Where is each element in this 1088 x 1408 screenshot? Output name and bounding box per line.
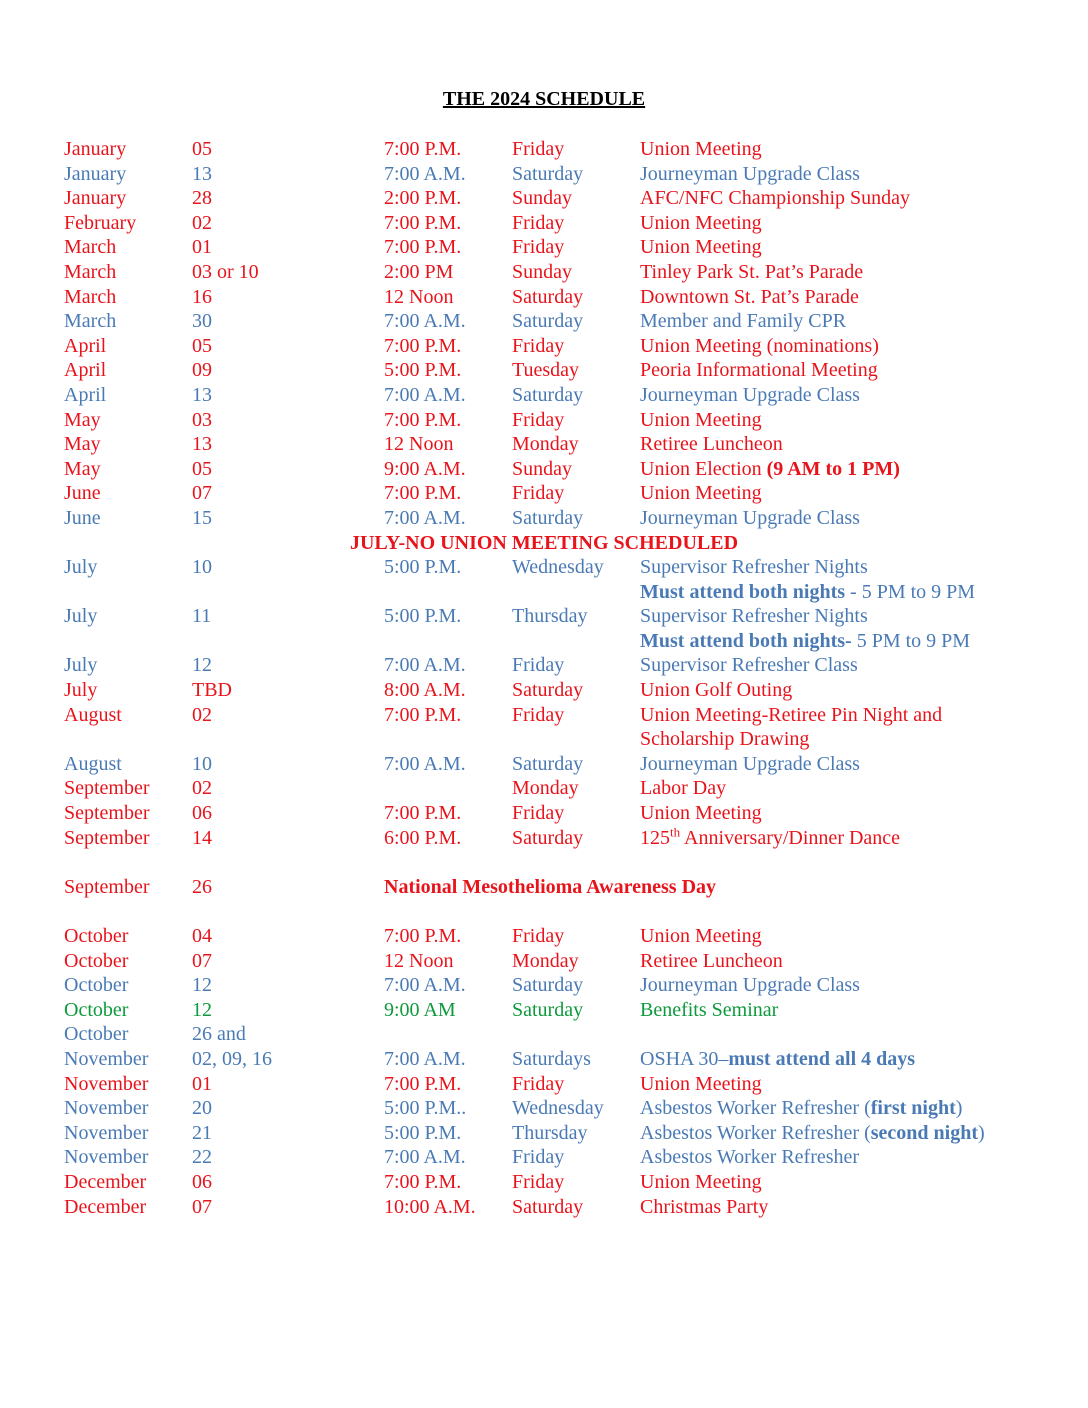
event-text: Supervisor Refresher Nights	[640, 556, 868, 579]
section-heading: JULY-NO UNION MEETING SCHEDULED	[349, 531, 739, 554]
event-cell	[640, 1170, 762, 1195]
weekday-cell: Friday	[512, 236, 565, 259]
day-cell: 26 and	[192, 1023, 246, 1046]
day-cell: 13	[192, 433, 212, 456]
event-text: Asbestos Worker Refresher (	[640, 1097, 871, 1120]
weekday-cell: Friday	[512, 654, 565, 677]
table-row	[0, 334, 1088, 359]
table-row	[0, 186, 1088, 211]
event-emphasis: (9 AM to 1 PM)	[766, 457, 900, 480]
day-cell: 01	[192, 236, 212, 259]
weekday-cell: Saturdays	[512, 1047, 591, 1070]
event-text: Union Meeting (nominations)	[640, 334, 879, 357]
event-text: Union Meeting	[640, 138, 762, 160]
month-cell: October	[64, 1023, 129, 1046]
table-row	[0, 776, 1088, 801]
event-text: Union Meeting	[640, 211, 762, 234]
event-emphasis: second night	[870, 1121, 978, 1144]
event-emphasis: first night	[870, 1097, 956, 1120]
day-cell: 21	[192, 1121, 212, 1144]
time-cell: 2:00 PM	[384, 260, 454, 283]
month-cell: July	[64, 605, 98, 628]
day-cell: 26	[192, 875, 212, 898]
weekday-cell: Saturday	[512, 679, 584, 702]
time-cell: 7:00 P.M.	[384, 802, 462, 825]
observance-cell: National Mesothelioma Awareness Day	[384, 875, 717, 898]
table-row	[0, 235, 1088, 260]
day-cell: 02	[192, 777, 212, 800]
month-cell: October	[64, 974, 129, 997]
table-row	[0, 629, 1088, 654]
event-cell	[640, 285, 859, 310]
event-cell	[640, 604, 868, 629]
weekday-cell: Friday	[512, 482, 565, 505]
event-cell	[640, 432, 783, 457]
table-row	[0, 1195, 1088, 1220]
event-emphasis: must attend all 4 days	[728, 1047, 916, 1070]
event-cell	[640, 823, 901, 851]
weekday-cell: Monday	[512, 433, 579, 456]
event-cell	[640, 1145, 859, 1170]
weekday-cell: Friday	[512, 1170, 565, 1193]
event-text: Union Election	[640, 457, 767, 480]
time-cell: 7:00 P.M.	[384, 211, 462, 234]
event-text-after: - 5 PM to 9 PM	[845, 580, 976, 603]
month-cell: February	[64, 211, 137, 234]
event-text: Journeyman Upgrade Class	[640, 752, 860, 775]
time-cell: 9:00 A.M.	[384, 457, 466, 480]
day-cell: 06	[192, 802, 212, 825]
table-row	[0, 998, 1088, 1023]
month-cell: January	[64, 138, 127, 160]
event-cell	[640, 801, 762, 826]
month-cell: September	[64, 802, 150, 825]
event-text: Tinley Park St. Pat’s Parade	[640, 260, 864, 283]
table-row	[0, 1047, 1088, 1072]
event-text: Journeyman Upgrade Class	[640, 383, 860, 406]
event-text: Union Meeting	[640, 482, 762, 505]
day-cell: 12	[192, 974, 212, 997]
event-text: Supervisor Refresher Class	[640, 654, 858, 677]
weekday-cell: Friday	[512, 408, 565, 431]
time-cell: 7:00 P.M.	[384, 703, 462, 726]
time-cell: 7:00 A.M.	[384, 974, 466, 997]
event-text: Benefits Seminar	[640, 998, 779, 1021]
month-cell: May	[64, 408, 101, 431]
month-cell: November	[64, 1072, 149, 1095]
event-cell	[640, 481, 762, 506]
event-cell	[640, 580, 975, 605]
day-cell: 12	[192, 998, 212, 1021]
event-cell	[640, 1096, 962, 1121]
day-cell: 07	[192, 482, 212, 505]
event-cell	[640, 703, 942, 728]
table-row	[0, 506, 1088, 531]
weekday-cell: Saturday	[512, 998, 584, 1021]
event-cell	[640, 678, 792, 703]
time-cell: 5:00 P.M..	[384, 1097, 467, 1120]
day-cell: 02	[192, 211, 212, 234]
month-cell: September	[64, 777, 150, 800]
event-text-after: )	[977, 1121, 985, 1144]
table-row	[0, 260, 1088, 285]
weekday-cell: Thursday	[512, 1121, 588, 1144]
weekday-cell: Friday	[512, 703, 565, 726]
month-cell: November	[64, 1121, 149, 1144]
weekday-cell: Monday	[512, 949, 579, 972]
event-emphasis: Must attend both nights-	[640, 629, 852, 652]
event-text: Journeyman Upgrade Class	[640, 974, 860, 997]
time-cell: 7:00 P.M.	[384, 482, 462, 505]
weekday-cell: Tuesday	[512, 359, 580, 382]
event-cell	[640, 358, 878, 383]
weekday-cell: Friday	[512, 925, 565, 947]
month-cell: January	[64, 187, 127, 210]
event-text: Union Meeting-Retiree Pin Night and	[640, 703, 943, 726]
event-text: Journeyman Upgrade Class	[640, 162, 860, 185]
day-cell: 03 or 10	[192, 260, 259, 283]
event-text: Union Meeting	[640, 408, 762, 431]
month-cell: May	[64, 457, 101, 480]
day-cell: 13	[192, 162, 212, 185]
day-cell: 13	[192, 383, 212, 406]
event-cell	[640, 506, 860, 531]
day-cell: 07	[192, 1195, 212, 1218]
time-cell: 5:00 P.M.	[384, 556, 462, 579]
table-row	[0, 801, 1088, 826]
day-cell: 14	[192, 826, 212, 849]
event-text-after: )	[955, 1097, 963, 1120]
day-cell: 02, 09, 16	[192, 1047, 272, 1070]
event-text: Union Meeting	[640, 1072, 762, 1095]
event-cell	[640, 408, 762, 433]
month-cell: November	[64, 1146, 149, 1169]
month-cell: July	[64, 679, 98, 702]
table-row	[0, 162, 1088, 187]
table-row	[0, 1096, 1088, 1121]
table-row	[0, 309, 1088, 334]
month-cell: June	[64, 506, 101, 529]
event-cell	[640, 949, 783, 974]
weekday-cell: Friday	[512, 138, 565, 160]
table-row	[0, 555, 1088, 580]
weekday-cell: Sunday	[512, 187, 572, 210]
event-cell	[640, 998, 778, 1023]
event-text: AFC/NFC Championship Sunday	[640, 187, 911, 210]
table-row	[0, 432, 1088, 457]
event-text: Asbestos Worker Refresher	[640, 1146, 860, 1169]
table-row	[0, 1145, 1088, 1170]
day-cell: 04	[192, 925, 212, 947]
event-text: Scholarship Drawing	[640, 728, 810, 751]
time-cell: 7:00 P.M.	[384, 925, 462, 947]
event-cell	[640, 924, 762, 949]
month-cell: December	[64, 1170, 147, 1193]
weekday-cell: Saturday	[512, 1195, 584, 1218]
weekday-cell: Saturday	[512, 974, 584, 997]
table-row	[0, 1121, 1088, 1146]
month-cell: October	[64, 998, 129, 1021]
day-cell: 28	[192, 187, 212, 210]
event-cell	[640, 334, 879, 359]
weekday-cell: Friday	[512, 1146, 565, 1169]
event-text: Member and Family CPR	[640, 310, 847, 333]
table-row	[0, 383, 1088, 408]
table-row	[0, 850, 1088, 875]
event-cell	[640, 211, 762, 236]
weekday-cell: Friday	[512, 802, 565, 825]
day-cell: TBD	[192, 679, 232, 702]
event-emphasis: Must attend both nights	[640, 580, 846, 603]
time-cell: 10:00 A.M.	[384, 1195, 476, 1218]
table-row	[0, 678, 1088, 703]
time-cell: 7:00 P.M.	[384, 138, 462, 160]
event-cell	[640, 1121, 985, 1146]
time-cell: 7:00 A.M.	[384, 310, 466, 333]
weekday-cell: Saturday	[512, 383, 584, 406]
table-row	[0, 823, 1088, 851]
event-cell	[640, 383, 860, 408]
weekday-cell: Wednesday	[512, 1097, 604, 1120]
time-cell: 5:00 P.M.	[384, 605, 462, 628]
event-text: Retiree Luncheon	[640, 433, 783, 456]
month-cell: April	[64, 359, 107, 382]
time-cell: 2:00 P.M.	[384, 187, 462, 210]
table-row	[0, 727, 1088, 752]
table-row	[0, 457, 1088, 482]
table-row	[0, 1022, 1088, 1047]
table-row	[0, 703, 1088, 728]
event-text: Journeyman Upgrade Class	[640, 506, 860, 529]
month-cell: October	[64, 949, 129, 972]
weekday-cell: Saturday	[512, 310, 584, 333]
time-cell: 5:00 P.M.	[384, 359, 462, 382]
event-cell	[640, 1047, 915, 1072]
month-cell: October	[64, 925, 129, 947]
time-cell: 7:00 P.M.	[384, 408, 462, 431]
table-row	[0, 752, 1088, 777]
event-text: Retiree Luncheon	[640, 949, 783, 972]
event-text: Asbestos Worker Refresher (	[640, 1121, 871, 1144]
time-cell: 7:00 P.M.	[384, 1170, 462, 1193]
event-text: Labor Day	[640, 777, 727, 800]
month-cell: April	[64, 334, 107, 357]
time-cell: 7:00 A.M.	[384, 383, 466, 406]
event-cell	[640, 1072, 762, 1097]
weekday-cell: Sunday	[512, 457, 572, 480]
day-cell: 10	[192, 752, 212, 775]
table-row	[0, 481, 1088, 506]
event-cell	[640, 162, 860, 187]
event-text: Union Meeting	[640, 925, 762, 947]
time-cell: 7:00 A.M.	[384, 752, 466, 775]
table-row	[0, 211, 1088, 236]
event-text: 125	[640, 826, 670, 849]
table-row	[0, 137, 1088, 162]
month-cell: March	[64, 260, 117, 283]
day-cell: 16	[192, 285, 212, 308]
month-cell: July	[64, 654, 98, 677]
month-cell: April	[64, 383, 107, 406]
event-cell	[640, 653, 858, 678]
day-cell: 22	[192, 1146, 212, 1169]
weekday-cell: Saturday	[512, 826, 584, 849]
month-cell: September	[64, 826, 150, 849]
month-cell: March	[64, 310, 117, 333]
weekday-cell: Friday	[512, 334, 565, 357]
month-cell: November	[64, 1097, 149, 1120]
weekday-cell: Wednesday	[512, 556, 604, 579]
weekday-cell: Saturday	[512, 506, 584, 529]
table-row	[0, 1072, 1088, 1097]
day-cell: 05	[192, 138, 212, 160]
event-cell	[640, 1195, 768, 1220]
time-cell: 7:00 A.M.	[384, 1047, 466, 1070]
day-cell: 30	[192, 310, 212, 333]
month-cell: September	[64, 875, 150, 898]
table-row	[0, 358, 1088, 383]
time-cell: 7:00 P.M.	[384, 1072, 462, 1095]
event-cell	[640, 776, 726, 801]
time-cell: 7:00 P.M.	[384, 236, 462, 259]
weekday-cell: Saturday	[512, 285, 584, 308]
month-cell: May	[64, 433, 101, 456]
table-row	[0, 531, 1088, 556]
schedule-table	[0, 137, 1088, 1219]
month-cell: January	[64, 162, 127, 185]
event-text-after: Anniversary/Dinner Dance	[680, 826, 901, 849]
event-text: Union Meeting	[640, 236, 762, 259]
day-cell: 11	[192, 605, 212, 628]
day-cell: 05	[192, 334, 212, 357]
weekday-cell: Sunday	[512, 260, 572, 283]
event-cell	[640, 309, 846, 334]
time-cell: 12 Noon	[384, 285, 454, 308]
day-cell: 12	[192, 654, 212, 677]
event-text: OSHA 30–	[640, 1047, 729, 1070]
event-text-after: 5 PM to 9 PM	[851, 629, 971, 652]
month-cell: December	[64, 1195, 147, 1218]
event-text: Union Meeting	[640, 802, 762, 825]
page-title: THE 2024 SCHEDULE	[442, 88, 646, 110]
weekday-cell: Thursday	[512, 605, 588, 628]
event-cell	[640, 973, 860, 998]
table-row	[0, 653, 1088, 678]
table-row	[0, 580, 1088, 605]
day-cell: 15	[192, 506, 212, 529]
table-row	[0, 285, 1088, 310]
day-cell: 10	[192, 556, 212, 579]
event-cell	[640, 137, 762, 162]
month-cell: March	[64, 285, 117, 308]
table-row	[0, 408, 1088, 433]
day-cell: 05	[192, 457, 212, 480]
event-cell	[640, 457, 900, 482]
table-row	[0, 949, 1088, 974]
time-cell: 9:00 AM	[384, 998, 456, 1021]
time-cell: 12 Noon	[384, 433, 454, 456]
day-cell: 20	[192, 1097, 212, 1120]
event-text: Christmas Party	[640, 1195, 769, 1218]
month-cell: November	[64, 1047, 149, 1070]
table-row	[0, 899, 1088, 924]
weekday-cell: Saturday	[512, 162, 584, 185]
event-cell	[640, 235, 762, 260]
month-cell: March	[64, 236, 117, 259]
time-cell: 7:00 A.M.	[384, 1146, 466, 1169]
event-text: Supervisor Refresher Nights	[640, 605, 868, 628]
event-cell	[640, 752, 860, 777]
weekday-cell: Friday	[512, 211, 565, 234]
event-superscript: th	[670, 823, 681, 839]
table-row	[0, 604, 1088, 629]
month-cell: August	[64, 703, 122, 726]
weekday-cell: Saturday	[512, 752, 584, 775]
event-cell	[640, 727, 809, 752]
event-cell	[640, 555, 868, 580]
month-cell: July	[64, 556, 98, 579]
time-cell: 7:00 A.M.	[384, 162, 466, 185]
event-text: Union Golf Outing	[640, 679, 793, 702]
day-cell: 09	[192, 359, 212, 382]
time-cell: 8:00 A.M.	[384, 679, 466, 702]
day-cell: 01	[192, 1072, 212, 1095]
time-cell: 5:00 P.M.	[384, 1121, 462, 1144]
event-text: Peoria Informational Meeting	[640, 359, 878, 382]
event-cell	[640, 186, 910, 211]
event-cell	[640, 260, 863, 285]
weekday-cell: Friday	[512, 1072, 565, 1095]
time-cell: 12 Noon	[384, 949, 454, 972]
month-cell: June	[64, 482, 101, 505]
event-cell	[640, 629, 970, 654]
event-text: Downtown St. Pat’s Parade	[640, 285, 859, 308]
table-row	[0, 924, 1088, 949]
day-cell: 06	[192, 1170, 212, 1193]
month-cell: August	[64, 752, 122, 775]
weekday-cell: Monday	[512, 777, 579, 800]
time-cell: 7:00 A.M.	[384, 506, 466, 529]
time-cell: 7:00 A.M.	[384, 654, 466, 677]
time-cell: 6:00 P.M.	[384, 826, 462, 849]
event-text: Union Meeting	[640, 1170, 762, 1193]
day-cell: 03	[192, 408, 212, 431]
table-row	[0, 973, 1088, 998]
day-cell: 07	[192, 949, 212, 972]
time-cell: 7:00 P.M.	[384, 334, 462, 357]
table-row	[0, 1170, 1088, 1195]
table-row	[0, 875, 1088, 900]
day-cell: 02	[192, 703, 212, 726]
